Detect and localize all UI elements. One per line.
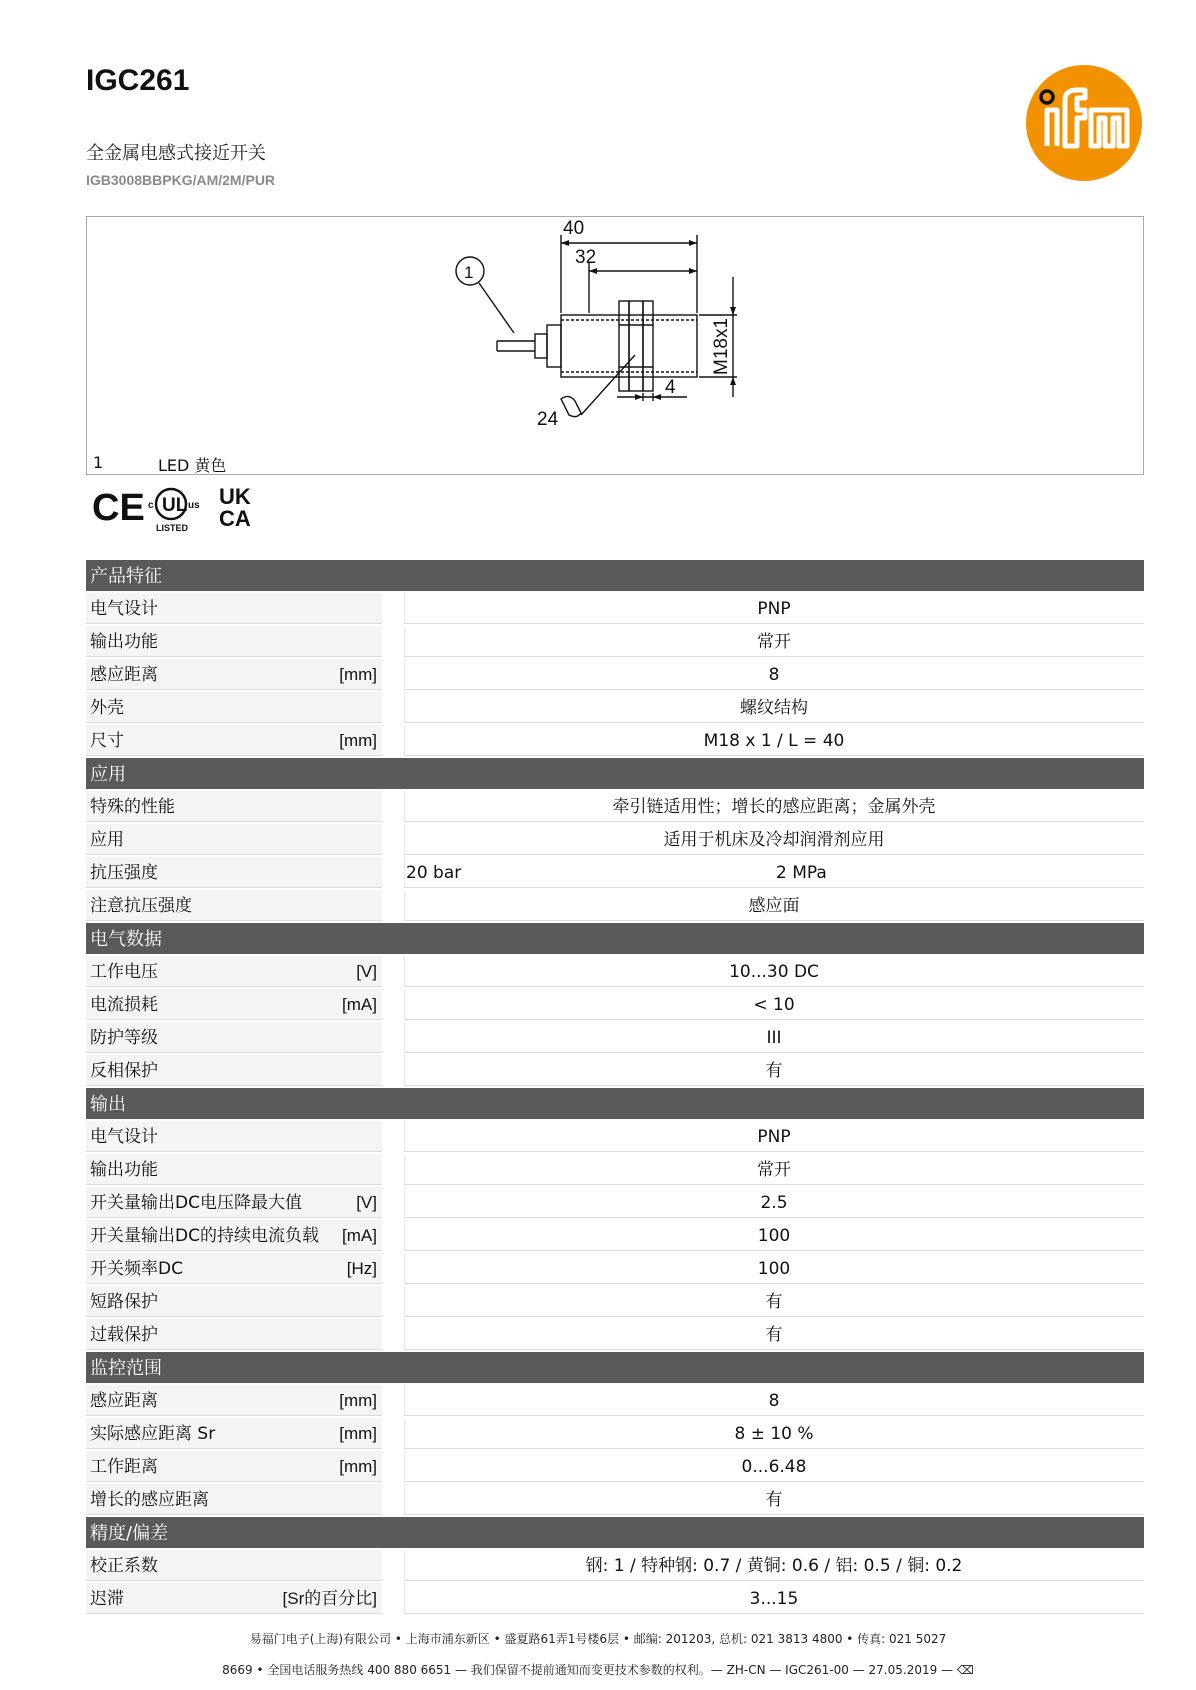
- spec-row: [86, 1319, 1144, 1350]
- spec-label: 过载保护: [90, 1325, 158, 1345]
- specification-table: [86, 560, 1144, 1616]
- spec-label: 电流损耗: [90, 995, 158, 1015]
- spec-label-cell: [86, 1022, 382, 1053]
- spec-label-cell: [86, 593, 382, 624]
- spec-value-cell: [404, 1418, 1144, 1449]
- spec-row: [86, 1385, 1144, 1416]
- svg-text:UL: UL: [162, 495, 188, 516]
- spec-row: [86, 725, 1144, 756]
- spec-label-cell: [86, 659, 382, 690]
- spec-row: [86, 1187, 1144, 1218]
- spec-unit: [mm]: [339, 665, 377, 684]
- spec-unit: [mm]: [339, 1391, 377, 1410]
- spec-value-secondary: 2 MPa: [776, 863, 827, 883]
- spec-value-cell: [404, 1583, 1144, 1614]
- spec-unit: [Hz]: [346, 1259, 377, 1278]
- footer-legal: 8669 • 全国电话服务热线 400 880 6651 — 我们保留不提前通知而变更技术参数的权利。— ZH-CN — IGC261-00 — 27.05.2019 — ⌫: [222, 1663, 974, 1677]
- spec-label-cell: [86, 1484, 382, 1515]
- dimension-drawing: [86, 216, 1144, 475]
- spec-label: 尺寸: [90, 731, 124, 751]
- spec-row: [86, 1484, 1144, 1515]
- spec-label: 工作距离: [90, 1457, 158, 1477]
- spec-label-cell: [86, 1253, 382, 1284]
- spec-value-cell: [404, 791, 1144, 822]
- spec-label-cell: [86, 626, 382, 657]
- spec-label-cell: [86, 1451, 382, 1482]
- svg-text:c: c: [148, 500, 154, 511]
- spec-label: 感应距离: [90, 1391, 158, 1411]
- spec-value: M18 x 1 / L = 40: [703, 731, 845, 751]
- spec-value-cell: [404, 1484, 1144, 1515]
- spec-value: PNP: [757, 599, 791, 619]
- spec-row: [86, 1121, 1144, 1152]
- spec-value-cell: [404, 857, 1144, 888]
- spec-label-cell: [86, 791, 382, 822]
- section-header: 产品特征: [86, 560, 1144, 591]
- spec-value-cell: [404, 593, 1144, 624]
- spec-value-cell: [404, 1055, 1144, 1086]
- spec-value-cell: [404, 1187, 1144, 1218]
- spec-label-cell: [86, 1319, 382, 1350]
- spec-row: [86, 857, 1144, 888]
- spec-row: [86, 956, 1144, 987]
- spec-label: 开关量输出DC的持续电流负载: [90, 1226, 319, 1246]
- ce-mark: [92, 487, 145, 529]
- spec-label: 输出功能: [90, 632, 158, 652]
- spec-label: 校正系数: [90, 1556, 158, 1576]
- spec-value-cell: [404, 725, 1144, 756]
- spec-label: 防护等级: [90, 1028, 158, 1048]
- product-title: IGC261: [86, 64, 190, 97]
- spec-label-cell: [86, 725, 382, 756]
- spec-value-cell: [404, 824, 1144, 855]
- spec-unit: [mm]: [339, 1457, 377, 1476]
- spec-label: 电气设计: [90, 1127, 158, 1147]
- spec-label: 注意抗压强度: [90, 896, 192, 916]
- svg-text:UK: UK: [219, 484, 251, 509]
- spec-value: 8 ± 10 %: [734, 1424, 814, 1444]
- spec-label-cell: [86, 890, 382, 921]
- dim-total-label: 40: [563, 218, 585, 239]
- spec-unit: [mA]: [342, 995, 377, 1014]
- spec-value: < 10: [753, 995, 795, 1015]
- spec-label: 开关频率DC: [90, 1259, 183, 1279]
- spec-row: [86, 791, 1144, 822]
- spec-label: 特殊的性能: [90, 797, 175, 817]
- spec-label: 外壳: [90, 698, 124, 718]
- spec-label: 实际感应距离 Sr: [90, 1424, 216, 1444]
- ukca-mark: [219, 484, 251, 531]
- spec-value-cell: [404, 989, 1144, 1020]
- dim-nut-label: 4: [665, 377, 676, 398]
- spec-value: III: [766, 1028, 782, 1048]
- spec-value-cell: [404, 1121, 1144, 1152]
- spec-label: 输出功能: [90, 1160, 158, 1180]
- section-header: 输出: [86, 1088, 1144, 1119]
- spec-value-cell: [404, 1253, 1144, 1284]
- spec-value: 有: [765, 1061, 783, 1081]
- ul-listed-mark: [148, 489, 200, 533]
- spec-label: 应用: [90, 830, 124, 850]
- spec-value: 8: [768, 1391, 780, 1411]
- spec-label-cell: [86, 1550, 382, 1581]
- spec-value: 3...15: [749, 1589, 799, 1609]
- spec-value: 适用于机床及冷却润滑剂应用: [663, 830, 885, 850]
- spec-label: 迟滞: [90, 1589, 124, 1609]
- spec-label-cell: [86, 1220, 382, 1251]
- section-header: 监控范围: [86, 1352, 1144, 1383]
- spec-value-cell: [404, 692, 1144, 723]
- spec-label-cell: [86, 824, 382, 855]
- certification-marks: [92, 484, 272, 534]
- spec-label-cell: [86, 1121, 382, 1152]
- sensor-dimension-svg: [87, 217, 1145, 476]
- spec-value-cell: [404, 659, 1144, 690]
- spec-value: 螺纹结构: [740, 698, 808, 718]
- spec-value-cell: [404, 1286, 1144, 1317]
- spec-value: 钢: 1 / 特种钢: 0.7 / 黄铜: 0.6 / 铝: 0.5 / 铜: 0.2: [585, 1556, 963, 1576]
- spec-unit: [mm]: [339, 1424, 377, 1443]
- section-header: 精度/偏差: [86, 1517, 1144, 1548]
- spec-value: 100: [757, 1226, 791, 1246]
- legend-text: LED 黄色: [158, 456, 227, 475]
- spec-value-cell: [404, 956, 1144, 987]
- ifm-logo: [1025, 64, 1143, 182]
- spec-row: [86, 1154, 1144, 1185]
- spec-value: 感应面: [748, 896, 800, 916]
- spec-row: [86, 989, 1144, 1020]
- spec-label: 反相保护: [90, 1061, 158, 1081]
- spec-label-cell: [86, 692, 382, 723]
- spec-value: 0...6.48: [741, 1457, 807, 1477]
- spec-value-cell: [404, 890, 1144, 921]
- spec-label-cell: [86, 1187, 382, 1218]
- spec-label-cell: [86, 989, 382, 1020]
- section-header: 应用: [86, 758, 1144, 789]
- svg-text:CA: CA: [219, 506, 251, 531]
- spec-value: 有: [765, 1490, 783, 1510]
- spec-label: 增长的感应距离: [90, 1490, 209, 1510]
- spec-label-cell: [86, 956, 382, 987]
- spec-row: [86, 1550, 1144, 1581]
- spec-value-cell: [404, 626, 1144, 657]
- spec-value: PNP: [757, 1127, 791, 1147]
- spec-label: 短路保护: [90, 1292, 158, 1312]
- dim-thread-size-label: M18x1: [711, 317, 732, 375]
- svg-text:us: us: [188, 500, 200, 511]
- spec-value: 有: [765, 1292, 783, 1312]
- spec-row: [86, 692, 1144, 723]
- spec-value: 10...30 DC: [729, 962, 819, 982]
- spec-label-cell: [86, 1154, 382, 1185]
- product-subtitle: 全金属电感式接近开关: [86, 143, 266, 164]
- spec-label-cell: [86, 1418, 382, 1449]
- spec-row: [86, 1055, 1144, 1086]
- spec-row: [86, 593, 1144, 624]
- spec-label-cell: [86, 857, 382, 888]
- spec-value: 20 bar: [406, 863, 462, 883]
- spec-label-cell: [86, 1286, 382, 1317]
- dim-thread-label: 32: [575, 247, 597, 268]
- spec-value: 100: [757, 1259, 791, 1279]
- spec-row: [86, 1286, 1144, 1317]
- svg-text:LISTED: LISTED: [156, 523, 189, 533]
- spec-label: 电气设计: [90, 599, 158, 619]
- spec-label-cell: [86, 1583, 382, 1614]
- spec-value-cell: [404, 1154, 1144, 1185]
- spec-row: [86, 1418, 1144, 1449]
- spec-row: [86, 824, 1144, 855]
- spec-value: 常开: [757, 1160, 791, 1180]
- spec-row: [86, 1583, 1144, 1614]
- spec-row: [86, 1220, 1144, 1251]
- spec-value: 牵引链适用性；增长的感应距离；金属外壳: [612, 797, 936, 817]
- spec-unit: [mm]: [339, 731, 377, 750]
- spec-label-cell: [86, 1385, 382, 1416]
- spec-value-cell: [404, 1319, 1144, 1350]
- legend-number: 1: [93, 453, 104, 472]
- spec-unit: [Sr的百分比]: [282, 1589, 377, 1608]
- product-variant-code: IGB3008BBPKG/AM/2M/PUR: [86, 172, 276, 188]
- spec-row: [86, 626, 1144, 657]
- footer-address: 易福门电子(上海)有限公司 • 上海市浦东新区 • 盛夏路61弄1号楼6层 • 邮编: 201203, 总机: 021 3813 4800 • 传真: 021 5027: [249, 1632, 947, 1646]
- spec-unit: [V]: [356, 962, 377, 981]
- spec-label: 抗压强度: [90, 863, 158, 883]
- spec-value: 有: [765, 1325, 783, 1345]
- spec-label-cell: [86, 1055, 382, 1086]
- callout-number: 1: [464, 263, 474, 282]
- ce-text: CE: [92, 487, 145, 529]
- spec-row: [86, 1022, 1144, 1053]
- dim-wrench-label: 24: [537, 409, 559, 430]
- spec-value: 2.5: [760, 1193, 788, 1213]
- spec-label: 开关量输出DC电压降最大值: [90, 1193, 302, 1213]
- spec-value-cell: [404, 1451, 1144, 1482]
- spec-row: [86, 659, 1144, 690]
- spec-label: 感应距离: [90, 665, 158, 685]
- spec-label: 工作电压: [90, 962, 158, 982]
- spec-unit: [V]: [356, 1193, 377, 1212]
- spec-unit: [mA]: [342, 1226, 377, 1245]
- spec-value: 8: [768, 665, 780, 685]
- spec-row: [86, 1253, 1144, 1284]
- section-header: 电气数据: [86, 923, 1144, 954]
- spec-value-cell: [404, 1385, 1144, 1416]
- spec-row: [86, 890, 1144, 921]
- spec-row: [86, 1451, 1144, 1482]
- drawing-legend: [93, 453, 226, 476]
- spec-value: 常开: [757, 632, 791, 652]
- spec-value-cell: [404, 1220, 1144, 1251]
- spec-value-cell: [404, 1550, 1144, 1581]
- spec-value-cell: [404, 1022, 1144, 1053]
